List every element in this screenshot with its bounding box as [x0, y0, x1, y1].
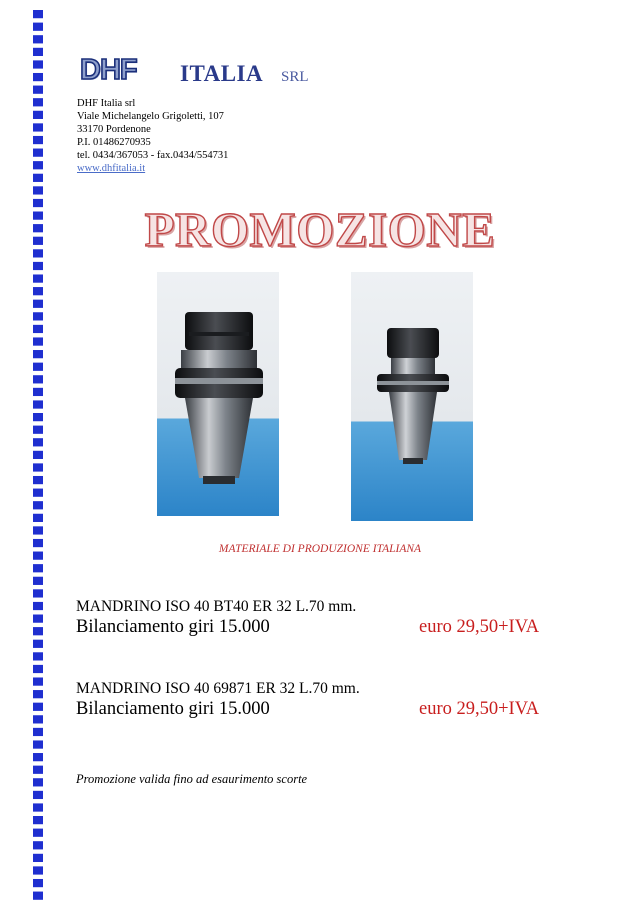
logo-suffix: SRL	[281, 69, 309, 85]
product-entry	[76, 680, 556, 721]
product-price: euro 29,50+IVA	[419, 699, 540, 719]
logo-mark: DHF	[80, 54, 137, 86]
product-price: euro 29,50+IVA	[419, 617, 540, 637]
product-name: MANDRINO ISO 40 69871 ER 32 L.70 mm.	[76, 680, 360, 697]
tool-holder-bt40-illustration	[157, 272, 279, 516]
tool-holder-69871-illustration	[351, 272, 473, 521]
decorative-border-strip	[33, 10, 43, 900]
address-line: tel. 0434/367053 - fax.0434/554731	[77, 150, 229, 161]
promo-validity-note: Promozione valida fino ad esaurimento scorte	[76, 772, 308, 786]
company-address	[77, 97, 228, 175]
promo-title: PROMOZIONE	[144, 202, 496, 257]
website-link[interactable]: www.dhfitalia.it	[77, 163, 146, 174]
address-line: Viale Michelangelo Grigoletti, 107	[77, 111, 224, 122]
product-balance: Bilanciamento giri 15.000	[76, 699, 270, 719]
made-in-italy-subtitle: MATERIALE DI PRODUZIONE ITALIANA	[218, 543, 422, 555]
address-line: DHF Italia srl	[77, 98, 136, 109]
product-photo-bt40	[157, 272, 279, 516]
product-balance: Bilanciamento giri 15.000	[76, 617, 270, 637]
company-logo	[76, 54, 316, 94]
product-name: MANDRINO ISO 40 BT40 ER 32 L.70 mm.	[76, 598, 357, 615]
logo-name: ITALIA	[180, 61, 264, 86]
address-line: 33170 Pordenone	[77, 124, 151, 135]
address-line: P.I. 01486270935	[77, 137, 151, 148]
product-entry	[76, 598, 556, 639]
product-photo-69871	[351, 272, 473, 521]
